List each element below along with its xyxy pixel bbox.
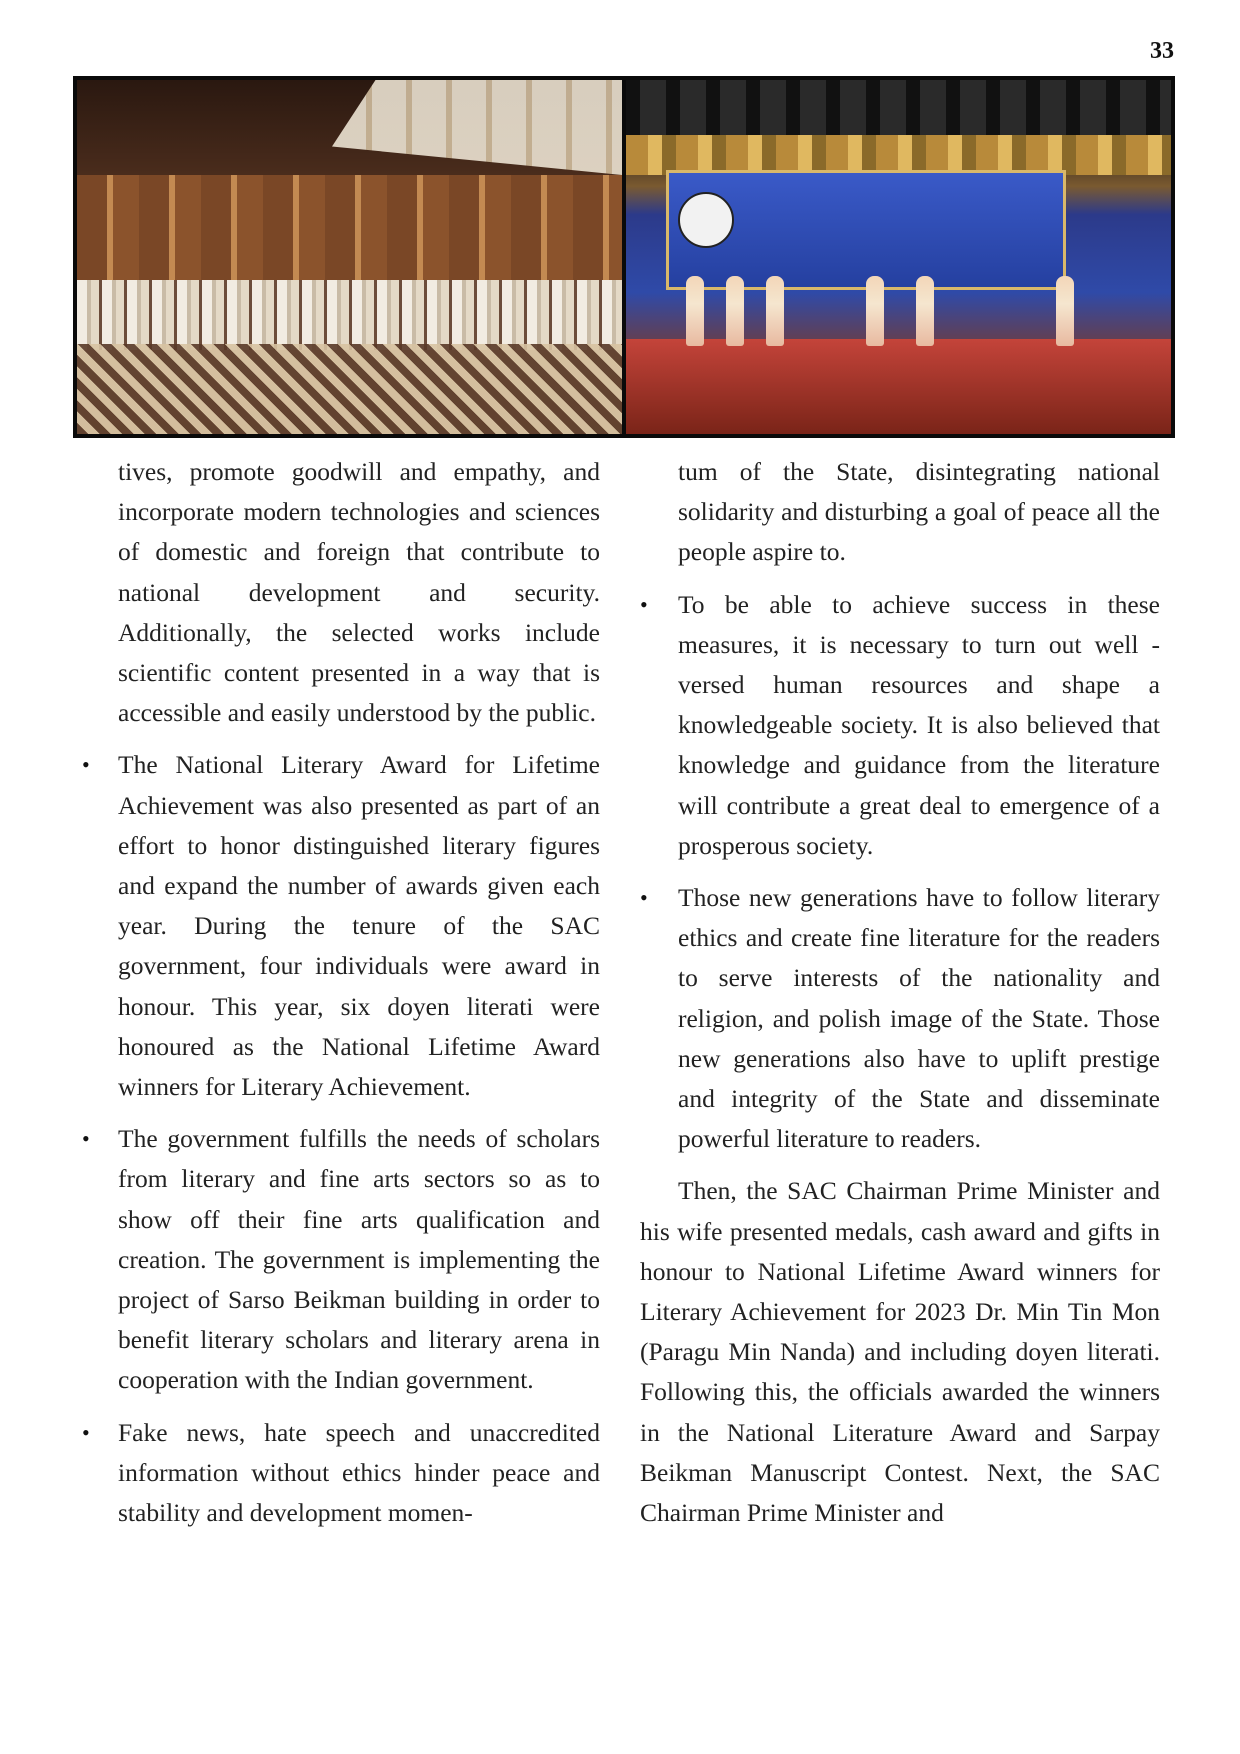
hall-audience-photo bbox=[77, 80, 622, 434]
left-continuation-paragraph: tives, promote goodwill and empathy, and incorporate modern technologies and sciences of domestic and foreign that contribute to national development and security. Additionally, the selected works include scientific content presented in a way that is accessible and easily understood by the public. bbox=[118, 457, 600, 728]
page-number: 33 bbox=[1150, 38, 1174, 64]
stage-performance-photo bbox=[626, 80, 1171, 434]
right-continuation-paragraph: tum of the State, disintegrating national solidarity and disturbing a goal of peace all the people aspire to. bbox=[678, 457, 1160, 567]
bullet-government-scholars: • The government fulfills the needs of scholars from literary and fine arts sectors so as to show off their fine arts qualification and creation. The government is implementing the project of Sarso Beikman building in order to benefit literary scholars and literary arena in cooperation with the Indian government. bbox=[118, 1119, 600, 1400]
bullet-human-resources: • To be able to achieve success in these measures, it is necessary to turn out well -versed human resources and shape a knowledgeable society. It is also believed that knowledge and guidance from the literature will contribute a great deal to emergence of a prosperous society. bbox=[640, 585, 1160, 866]
closing-paragraph: Then, the SAC Chairman Prime Minister and his wife presented medals, cash award and gifts in honour to National Lifetime Award winners for Literary Achievement for 2023 Dr. Min Tin Mon (Paragu Min Nanda) and including doyen literati. Following this, the officials awarded the winners in the National Literature Award and Sarpay Beikman Manuscript Contest. Next, the SAC Chairman Prime Minister and bbox=[640, 1176, 1160, 1528]
bullet-new-generations: • Those new generations have to follow literary ethics and create fine literature for the readers to serve interests of the nationality and religion, and polish image of the State. Those new generations also have to uplift prestige and integrity of the State and disseminate powerful literature to readers. bbox=[640, 878, 1160, 1159]
right-column bbox=[640, 452, 1160, 1533]
photo-strip bbox=[73, 76, 1175, 438]
left-column bbox=[118, 452, 600, 1533]
emblem-icon bbox=[678, 192, 734, 248]
bullet-fake-news: • Fake news, hate speech and unaccredited information without ethics hinder peace and stability and development momen- bbox=[118, 1413, 600, 1534]
bullet-lifetime-award: • The National Literary Award for Lifetime Achievement was also presented as part of an effort to honor distinguished literary figures and expand the number of awards given each year. During the tenure of the SAC government, four individuals were award in honour. This year, six doyen literati were honoured as the National Lifetime Award winners for Literary Achievement. bbox=[118, 745, 600, 1107]
